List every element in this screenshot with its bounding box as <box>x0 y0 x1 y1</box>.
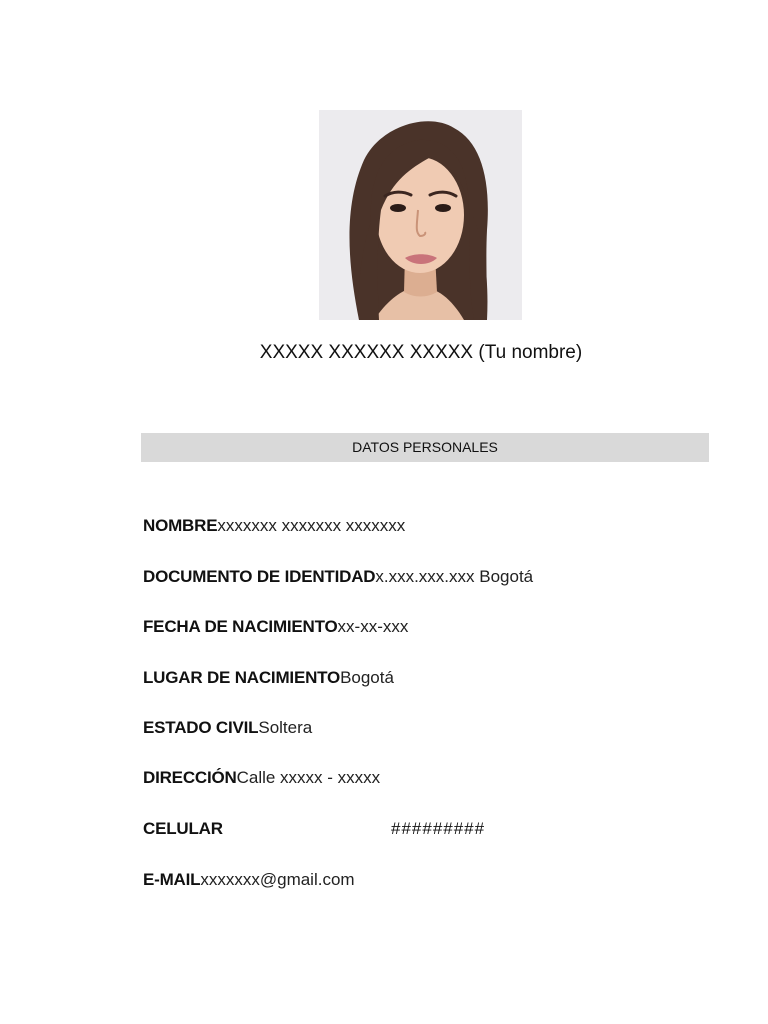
field-row-fecha-nacimiento <box>143 615 408 639</box>
field-value-direccion: Calle xxxxx - xxxxx <box>236 768 381 787</box>
candidate-name: XXXXX XXXXXX XXXXX (Tu nombre) <box>259 342 583 363</box>
portrait-photo-icon <box>319 110 522 320</box>
field-label-estado-civil: ESTADO CIVIL <box>143 718 259 737</box>
field-label-nombre: NOMBRE <box>143 516 218 535</box>
field-label-lugar-nacimiento: LUGAR DE NACIMIENTO <box>143 668 341 687</box>
field-row-celular <box>143 817 223 841</box>
field-label-email: E-MAIL <box>143 870 201 889</box>
field-row-direccion <box>143 766 380 790</box>
field-value-documento: x.xxx.xxx.xxx Bogotá <box>375 567 534 586</box>
field-row-lugar-nacimiento <box>143 666 394 690</box>
field-value-fecha-nacimiento: xx-xx-xxx <box>337 617 409 636</box>
section-header-datos-personales: DATOS PERSONALES <box>141 433 709 462</box>
field-label-celular: CELULAR <box>143 819 223 838</box>
field-row-estado-civil <box>143 716 312 740</box>
field-label-documento: DOCUMENTO DE IDENTIDAD <box>143 567 376 586</box>
profile-photo <box>319 110 522 320</box>
field-value-celular: ######### <box>391 819 486 838</box>
field-value-estado-civil: Soltera <box>258 718 313 737</box>
field-label-fecha-nacimiento: FECHA DE NACIMIENTO <box>143 617 338 636</box>
field-label-direccion: DIRECCIÓN <box>143 768 237 787</box>
field-value-email: xxxxxxx@gmail.com <box>200 870 355 889</box>
field-value-nombre: xxxxxxx xxxxxxx xxxxxxx <box>217 516 406 535</box>
field-value-lugar-nacimiento: Bogotá <box>340 668 394 687</box>
field-row-nombre <box>143 514 405 538</box>
field-row-documento <box>143 565 533 589</box>
field-row-email <box>143 868 355 892</box>
